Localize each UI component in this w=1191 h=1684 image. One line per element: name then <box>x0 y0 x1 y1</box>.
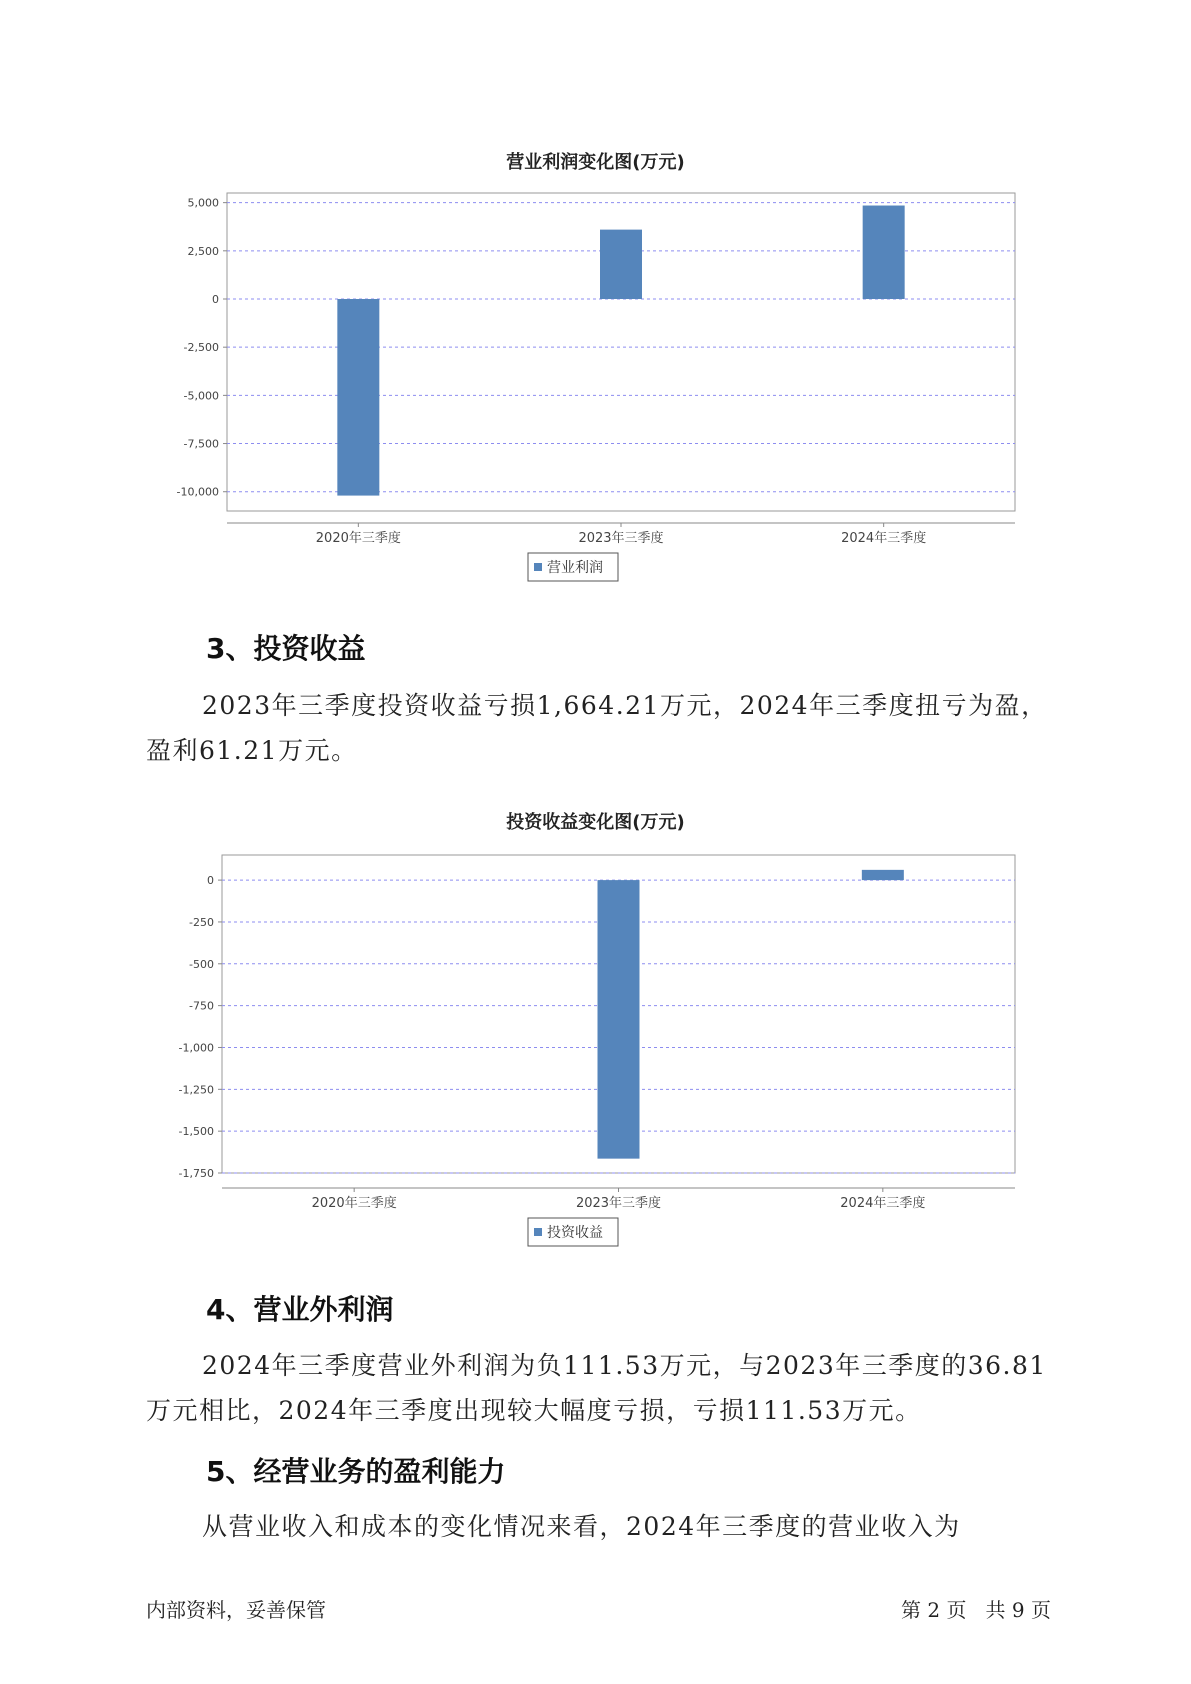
bar <box>598 880 640 1159</box>
bar <box>863 206 905 299</box>
legend-swatch <box>534 563 542 571</box>
y-tick-label: 2,500 <box>187 244 219 258</box>
section-5-heading: 5、经营业务的盈利能力 <box>206 1455 506 1488</box>
bar <box>600 230 642 299</box>
section-3-heading: 3、投资收益 <box>206 632 366 665</box>
y-tick-label: -5,000 <box>183 389 219 403</box>
y-tick-label: -1,000 <box>178 1041 214 1055</box>
x-tick-label: 2020年三季度 <box>315 531 401 546</box>
x-tick-label: 2023年三季度 <box>578 531 664 546</box>
x-tick-label: 2020年三季度 <box>311 1196 397 1211</box>
chart1-title: 营业利润变化图(万元) <box>506 152 685 173</box>
operating-profit-chart <box>0 160 1191 590</box>
chart2-title: 投资收益变化图(万元) <box>506 812 685 833</box>
y-tick-label: -1,750 <box>178 1167 214 1180</box>
y-tick-label: -10,000 <box>176 485 219 499</box>
footer-confidential: 内部资料，妥善保管 <box>146 1598 326 1622</box>
y-tick-label: -1,250 <box>178 1083 214 1097</box>
bar <box>337 299 379 496</box>
investment-income-chart <box>0 820 1191 1240</box>
y-tick-label: -1,500 <box>178 1125 214 1139</box>
y-tick-label: 0 <box>207 874 214 888</box>
x-tick-label: 2024年三季度 <box>841 531 927 546</box>
section-3-body: 2023年三季度投资收益亏损1,664.21万元，2024年三季度扭亏为盈，盈利61.21万元。 <box>146 691 1048 765</box>
y-tick-label: -250 <box>189 915 214 929</box>
y-tick-label: 0 <box>212 293 219 306</box>
y-tick-label: -2,500 <box>183 341 219 355</box>
legend-swatch <box>534 1228 542 1236</box>
x-tick-label: 2023年三季度 <box>575 1196 662 1211</box>
y-tick-label: -750 <box>189 999 214 1013</box>
section-5-body: 从营业收入和成本的变化情况来看，2024年三季度的营业收入为 <box>202 1512 961 1541</box>
y-tick-label: 5,000 <box>187 196 219 210</box>
legend-label: 投资收益 <box>547 1225 603 1241</box>
bar <box>862 870 904 880</box>
section-4-heading: 4、营业外利润 <box>206 1293 394 1326</box>
y-tick-label: -7,500 <box>183 437 219 451</box>
section-4-body: 2024年三季度营业外利润为负111.53万元，与2023年三季度的36.81万元相比，2024年三季度出现较大幅度亏损，亏损111.53万元。 <box>146 1351 1047 1425</box>
footer-page-number: 第 2 页 共 9 页 <box>901 1598 1051 1622</box>
y-tick-label: -500 <box>189 957 214 971</box>
legend-label: 营业利润 <box>547 560 603 576</box>
x-tick-label: 2024年三季度 <box>840 1196 926 1211</box>
